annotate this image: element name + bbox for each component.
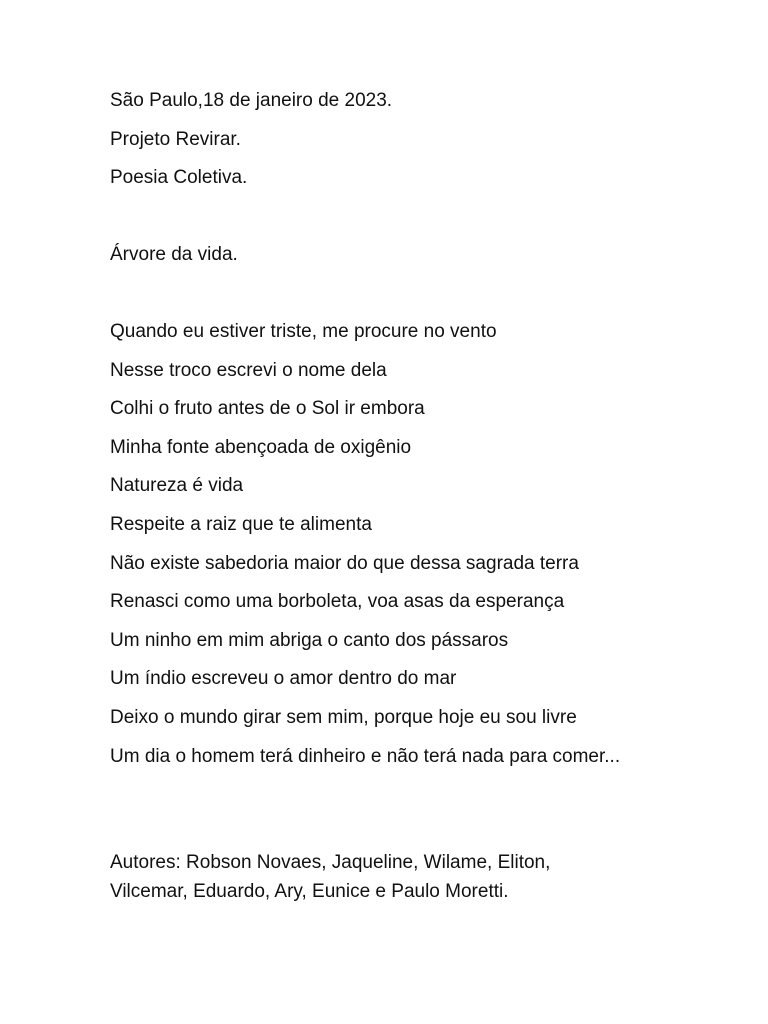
poem-verse: Colhi o fruto antes de o Sol ir embora — [110, 398, 425, 420]
poem-genre: Poesia Coletiva. — [110, 167, 248, 188]
poem-verse: Um índio escreveu o amor dentro do mar — [110, 668, 457, 690]
document-header — [110, 86, 670, 202]
poem-verse: Deixo o mundo girar sem mim, porque hoje eu sou livre — [110, 706, 577, 728]
poem-verse: Nesse troco escrevi o nome dela — [110, 359, 387, 381]
project-name: Projeto Revirar. — [110, 128, 241, 150]
poem-body — [110, 317, 670, 780]
poem-verse: Um ninho em mim abriga o canto dos pássaros — [110, 629, 509, 651]
authors-list: Autores: Robson Novaes, Jaqueline, Wilame, Eliton, Vilcemar, Eduardo, Ary, Eunice e Paulo Moretti. — [110, 852, 551, 902]
poem-verse: Respeite a raiz que te alimenta — [110, 513, 372, 535]
poem-verse: Natureza é vida — [110, 475, 244, 497]
poem-title: Árvore da vida. — [110, 244, 238, 265]
date-line: São Paulo,18 de janeiro de 2023. — [110, 90, 393, 111]
poem-verse: Quando eu estiver triste, me procure no vento — [110, 321, 497, 342]
authors-block — [110, 848, 670, 906]
poem-verse: Minha fonte abençoada de oxigênio — [110, 436, 412, 458]
poem-verse: Um dia o homem terá dinheiro e não terá nada para comer... — [110, 745, 621, 767]
poem-verse: Renasci como uma borboleta, voa asas da esperança — [110, 591, 565, 613]
poem-title-block — [110, 240, 670, 269]
poem-verse: Não existe sabedoria maior do que dessa sagrada terra — [110, 552, 579, 574]
